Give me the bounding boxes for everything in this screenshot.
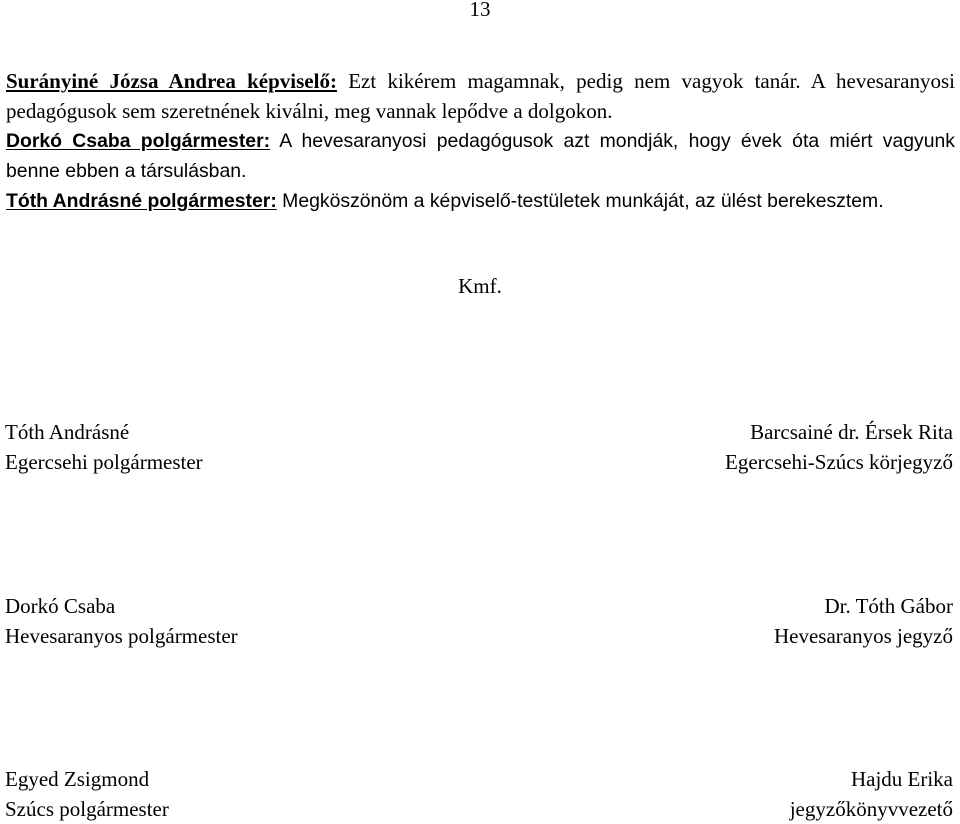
speaker-name: Surányiné Józsa Andrea képviselő:	[6, 69, 337, 93]
signature-block	[533, 764, 953, 824]
signatory-name: Dorkó Csaba	[5, 594, 116, 618]
signatory-name: Dr. Tóth Gábor	[824, 594, 953, 618]
signature-block	[5, 764, 425, 824]
minutes-paragraph	[6, 66, 955, 126]
statement-text: Ezt kikérem magamnak, pedig nem vagyok tanár. A hevesaranyosi pedagógusok sem szeretnének kiválni, meg vannak lepődve a dolgokon.	[6, 69, 955, 123]
signatory-title: Egercsehi-Szúcs körjegyző	[725, 450, 953, 474]
signature-block	[5, 591, 425, 651]
signatory-name: Tóth Andrásné	[5, 420, 130, 444]
signatory-name: Hajdu Erika	[850, 767, 953, 791]
speaker-name: Tóth Andrásné polgármester:	[6, 190, 277, 212]
speaker-name: Dorkó Csaba polgármester:	[6, 130, 271, 152]
signatory-title: Szúcs polgármester	[5, 797, 169, 821]
signatory-name: Egyed Zsigmond	[5, 767, 150, 791]
kmf-label: Kmf.	[458, 274, 502, 298]
minutes-paragraph	[6, 186, 955, 216]
signature-block	[533, 417, 953, 477]
signature-block	[533, 591, 953, 651]
statement-text: Megköszönöm a képviselő-testületek munkáját, az ülést berekesztem.	[276, 190, 884, 212]
signatory-title: jegyzőkönyvvezető	[789, 797, 953, 821]
page-number: 13	[469, 0, 491, 21]
signatory-name: Barcsainé dr. Érsek Rita	[750, 420, 953, 444]
signatory-title: Hevesaranyos jegyző	[773, 624, 953, 648]
statement-text: A hevesaranyosi pedagógusok azt mondják, hogy évek óta miért vagyunk benne ebben a társulásban.	[6, 130, 955, 182]
signatory-title: Egercsehi polgármester	[5, 450, 203, 474]
signature-block	[5, 417, 425, 477]
meeting-minutes	[6, 66, 955, 216]
minutes-paragraph	[6, 126, 955, 186]
signatory-title: Hevesaranyos polgármester	[5, 624, 238, 648]
